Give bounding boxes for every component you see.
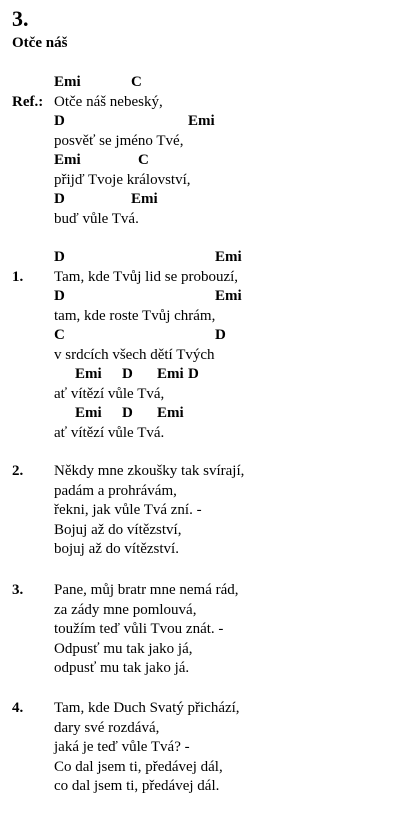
chord-row (54, 404, 238, 424)
chord-row (54, 365, 238, 385)
lyric-line: odpusť mu tak jako já. (54, 660, 190, 676)
chord: Emi (215, 288, 242, 304)
chord-row (54, 287, 242, 307)
lyric-line: přijď Tvoje království, (54, 171, 191, 188)
chord: Emi (157, 405, 184, 421)
lyric-line: dary své rozdává, (54, 719, 160, 736)
song-title: Otče náš (12, 35, 68, 51)
chord: Emi (188, 113, 215, 129)
lyric-line: Někdy mne zkoušky tak svírají, (54, 463, 245, 479)
chord: D (54, 288, 65, 304)
verse-number: 3. (12, 582, 24, 598)
verse-number: 1. (12, 268, 24, 285)
lyric-line: Odpusť mu tak jako já, (54, 640, 193, 657)
lyric-line: Bojuj až do vítězství, (54, 521, 182, 538)
chord: Emi (54, 74, 81, 90)
chord: Emi (157, 366, 184, 382)
chord: Emi (54, 152, 81, 168)
chord: D (188, 366, 199, 382)
lyric-line: bojuj až do vítězství. (54, 541, 179, 557)
verse-lines (54, 248, 242, 443)
verse-number: 4. (12, 700, 24, 716)
refrain-label: Ref.: (12, 93, 44, 110)
chord: D (54, 249, 65, 265)
chord-row (54, 248, 242, 268)
chord-row (54, 326, 238, 346)
lyric-line: Tam, kde Duch Svatý přichází, (54, 700, 240, 716)
verse-number: 2. (12, 463, 24, 479)
chord-row (54, 73, 191, 93)
chord: D (215, 327, 226, 343)
refrain-lines (54, 73, 215, 229)
lyric-line: co dal jsem ti, předávej dál. (54, 778, 220, 794)
chord: Emi (215, 249, 242, 265)
song-number: 3. (12, 6, 29, 31)
lyric-line: Pane, můj bratr mne nemá rád, (54, 582, 239, 598)
verse-lines (54, 699, 240, 797)
lyric-line: tam, kde roste Tvůj chrám, (54, 307, 216, 324)
verse-lines (54, 462, 244, 560)
chord-row (54, 112, 215, 132)
chord: D (122, 366, 133, 382)
lyric-line: ať vítězí vůle Tvá, (54, 385, 165, 402)
chord: C (54, 327, 65, 343)
chord: Emi (131, 191, 158, 207)
chord-row (54, 190, 191, 210)
chord: C (131, 74, 142, 90)
verse-lines (54, 581, 239, 679)
lyric-line: Otče náš nebeský, (54, 93, 163, 110)
lyric-line: posvěť se jméno Tvé, (54, 132, 184, 149)
chord-row (54, 151, 191, 171)
lyric-line: toužím teď vůli Tvou znát. - (54, 621, 224, 637)
lyric-line: za zády mne pomlouvá, (54, 601, 197, 618)
lyric-line: Tam, kde Tvůj lid se probouzí, (54, 268, 239, 285)
chord: D (54, 191, 65, 207)
lyric-line: buď vůle Tvá. (54, 210, 139, 227)
chord: D (122, 405, 133, 421)
chord: D (54, 113, 65, 129)
chord: Emi (75, 366, 102, 382)
lyric-line: řekni, jak vůle Tvá zní. - (54, 502, 202, 518)
lyric-line: ať vítězí vůle Tvá. (54, 424, 165, 441)
lyric-line: padám a prohrávám, (54, 482, 177, 499)
chord: C (138, 152, 149, 168)
lyric-line: jaká je teď vůle Tvá? - (54, 739, 190, 755)
chord: Emi (75, 405, 102, 421)
lyric-line: Co dal jsem ti, předávej dál, (54, 758, 223, 775)
lyric-line: v srdcích všech dětí Tvých (54, 346, 215, 363)
